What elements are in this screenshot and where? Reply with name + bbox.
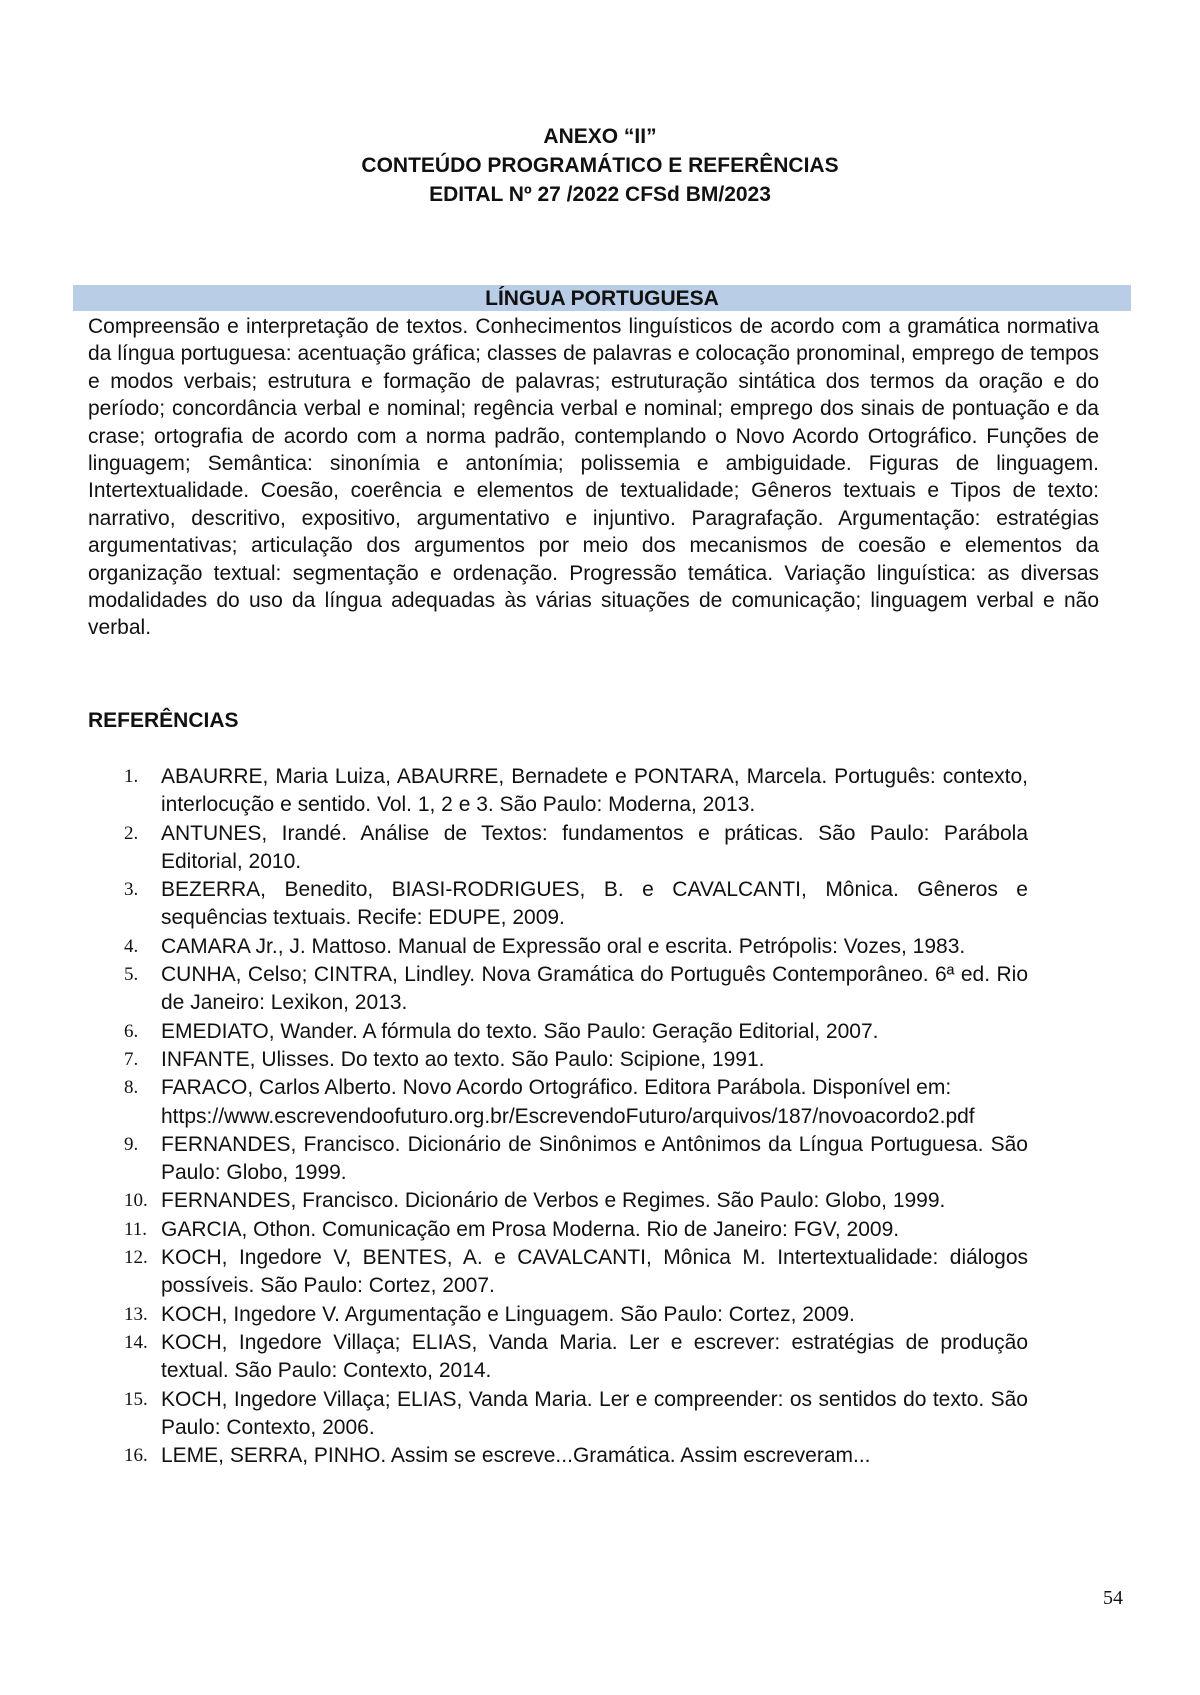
reference-item bbox=[88, 876, 1028, 933]
reference-item bbox=[88, 820, 1028, 877]
section-title-bar bbox=[73, 285, 1131, 311]
reference-number: 7. bbox=[124, 1048, 139, 1070]
reference-text: CUNHA, Celso; CINTRA, Lindley. Nova Gramática do Português Contemporâneo. 6ª ed. Rio de Janeiro: Lexikon, 2013. bbox=[161, 963, 1028, 1015]
reference-number: 2. bbox=[124, 822, 139, 844]
reference-text: FERNANDES, Francisco. Dicionário de Verbos e Regimes. São Paulo: Globo, 1999. bbox=[161, 1189, 946, 1213]
reference-text: GARCIA, Othon. Comunicação em Prosa Moderna. Rio de Janeiro: FGV, 2009. bbox=[161, 1217, 900, 1241]
reference-number: 8. bbox=[124, 1077, 139, 1099]
reference-item bbox=[88, 763, 1028, 820]
reference-item bbox=[88, 1386, 1028, 1443]
reference-text: KOCH, Ingedore V. Argumentação e Linguagem. São Paulo: Cortez, 2009. bbox=[161, 1302, 855, 1326]
reference-text: BEZERRA, Benedito, BIASI-RODRIGUES, B. e CAVALCANTI, Mônica. Gêneros e sequências textuais. Recife: EDUPE, 2009. bbox=[161, 878, 1028, 930]
edital-title: EDITAL Nº 27 /2022 CFSd BM/2023 bbox=[429, 183, 771, 206]
reference-text: ANTUNES, Irandé. Análise de Textos: fundamentos e práticas. São Paulo: Parábola Editorial, 2010. bbox=[161, 821, 1028, 873]
page-number: 54 bbox=[1103, 1587, 1123, 1609]
reference-number: 3. bbox=[124, 879, 139, 901]
annex-title: ANEXO “II” bbox=[543, 125, 657, 148]
reference-number: 16. bbox=[124, 1445, 148, 1467]
reference-item bbox=[88, 1187, 1028, 1215]
reference-number: 13. bbox=[124, 1303, 148, 1325]
reference-text: FARACO, Carlos Alberto. Novo Acordo Ortográfico. Editora Parábola. Disponível em: bbox=[161, 1076, 952, 1100]
reference-number: 1. bbox=[124, 766, 139, 787]
reference-item bbox=[88, 933, 1028, 961]
document-header bbox=[0, 122, 1200, 209]
reference-item bbox=[88, 1301, 1028, 1329]
reference-item bbox=[88, 1046, 1028, 1074]
reference-number: 11. bbox=[124, 1218, 148, 1240]
reference-number: 10. bbox=[124, 1190, 148, 1212]
reference-item bbox=[88, 1074, 1028, 1131]
reference-number: 12. bbox=[124, 1247, 148, 1269]
references-list bbox=[88, 763, 1028, 1470]
syllabus-paragraph: Compreensão e interpretação de textos. Conhecimentos linguísticos de acordo com a gramática normativa da língua portuguesa: acentuação gráfica; classes de palavras e colocação pronominal, emprego de tempos e modos verbais; estrutura e formação de palavras; estruturação sintática dos termos da oração e do período; concordância verbal e nominal; regência verbal e nominal; emprego dos sinais de pontuação e da crase; ortografia de acordo com a norma padrão, contemplando o Novo Acordo Ortográfico. Funções de linguagem; Semântica: sinonímia e antonímia; polissemia e ambiguidade. Figuras de linguagem. Intertextualidade. Coesão, coerência e elementos de textualidade; Gêneros textuais e Tipos de texto: narrativo, descritivo, expositivo, argumentativo e injuntivo. Paragrafação. Argumentação: estratégias argumentativas; articulação dos argumentos por meio dos mecanismos de coesão e elementos da organização textual: segmentação e ordenação. Progressão temática. Variação linguística: as diversas modalidades do uso da língua adequadas às várias situações de comunicação; linguagem verbal e não verbal. bbox=[88, 315, 1099, 640]
reference-item bbox=[88, 1018, 1028, 1046]
reference-text: KOCH, Ingedore Villaça; ELIAS, Vanda Maria. Ler e escrever: estratégias de produção textual. São Paulo: Contexto, 2014. bbox=[161, 1330, 1028, 1383]
reference-number: 14. bbox=[124, 1331, 148, 1353]
reference-item bbox=[88, 961, 1028, 1018]
content-title: CONTEÚDO PROGRAMÁTICO E REFERÊNCIAS bbox=[361, 154, 839, 177]
reference-text: CAMARA Jr., J. Mattoso. Manual de Expressão oral e escrita. Petrópolis: Vozes, 1983. bbox=[161, 934, 966, 958]
reference-text: EMEDIATO, Wander. A fórmula do texto. São Paulo: Geração Editorial, 2007. bbox=[161, 1019, 879, 1043]
reference-item bbox=[88, 1216, 1028, 1244]
section-title: LÍNGUA PORTUGUESA bbox=[485, 287, 719, 310]
reference-number: 4. bbox=[124, 935, 139, 957]
reference-text: ABAURRE, Maria Luiza, ABAURRE, Bernadete e PONTARA, Marcela. Português: contexto, interlocução e sentido. Vol. 1, 2 e 3. São Paulo: Moderna, 2013. bbox=[161, 765, 1028, 817]
reference-text: LEME, SERRA, PINHO. Assim se escreve...Gramática. Assim escreveram... bbox=[161, 1444, 871, 1468]
reference-url[interactable]: https://www.escrevendoofuturo.org.br/EscrevendoFuturo/arquivos/187/novoacordo2.pdf bbox=[161, 1104, 975, 1128]
reference-item bbox=[88, 1131, 1028, 1188]
reference-number: 5. bbox=[124, 964, 139, 986]
reference-text: KOCH, Ingedore V, BENTES, A. e CAVALCANTI, Mônica M. Intertextualidade: diálogos possíveis. São Paulo: Cortez, 2007. bbox=[161, 1246, 1028, 1298]
reference-text: INFANTE, Ulisses. Do texto ao texto. São Paulo: Scipione, 1991. bbox=[161, 1047, 765, 1071]
reference-text: KOCH, Ingedore Villaça; ELIAS, Vanda Maria. Ler e compreender: os sentidos do texto. São Paulo: Contexto, 2006. bbox=[161, 1387, 1028, 1439]
reference-number: 6. bbox=[124, 1020, 139, 1042]
reference-number: 9. bbox=[124, 1133, 139, 1155]
reference-number: 15. bbox=[124, 1388, 148, 1410]
reference-item bbox=[88, 1442, 1028, 1470]
reference-text: FERNANDES, Francisco. Dicionário de Sinônimos e Antônimos da Língua Portuguesa. São Paulo: Globo, 1999. bbox=[161, 1132, 1028, 1185]
references-heading: REFERÊNCIAS bbox=[88, 709, 239, 732]
reference-item bbox=[88, 1244, 1028, 1301]
reference-item bbox=[88, 1329, 1028, 1386]
